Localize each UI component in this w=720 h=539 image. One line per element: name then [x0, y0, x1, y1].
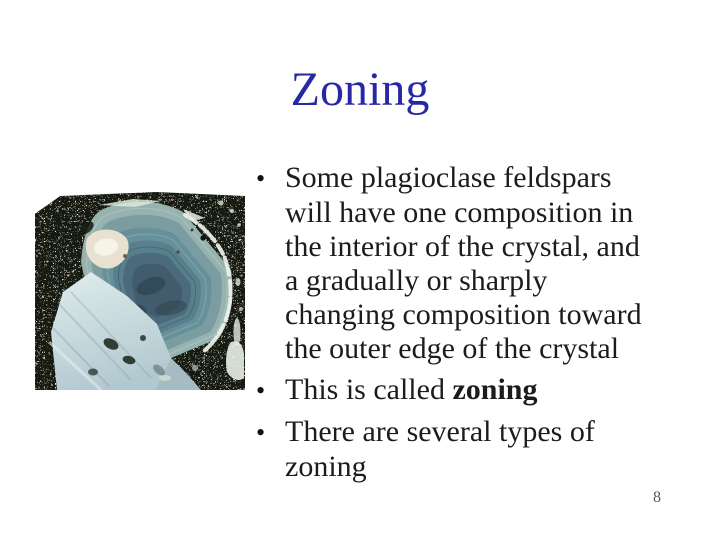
crystal-photomicrograph	[35, 192, 245, 390]
bullet-icon: •	[256, 164, 266, 193]
slide-title: Zoning	[290, 63, 430, 116]
page-number: 8	[653, 489, 661, 506]
bullet-list	[256, 161, 660, 484]
bullet-text: Some plagioclase feldspars will have one composition in the interior of the crystal, and a gradually or sharply changing composition toward the outer edge of the crystal	[285, 161, 642, 365]
bullet-item-2	[256, 373, 660, 408]
zoned-crystal-image	[35, 192, 245, 390]
bullet-icon: •	[256, 418, 266, 447]
bullet-bold-term: zoning	[452, 373, 538, 406]
bullet-text: This is called	[285, 373, 453, 406]
bullet-item-1	[256, 161, 660, 366]
bullet-item-3	[256, 415, 660, 484]
bullet-icon: •	[256, 376, 266, 405]
bullet-text: There are several types of zoning	[285, 415, 595, 483]
